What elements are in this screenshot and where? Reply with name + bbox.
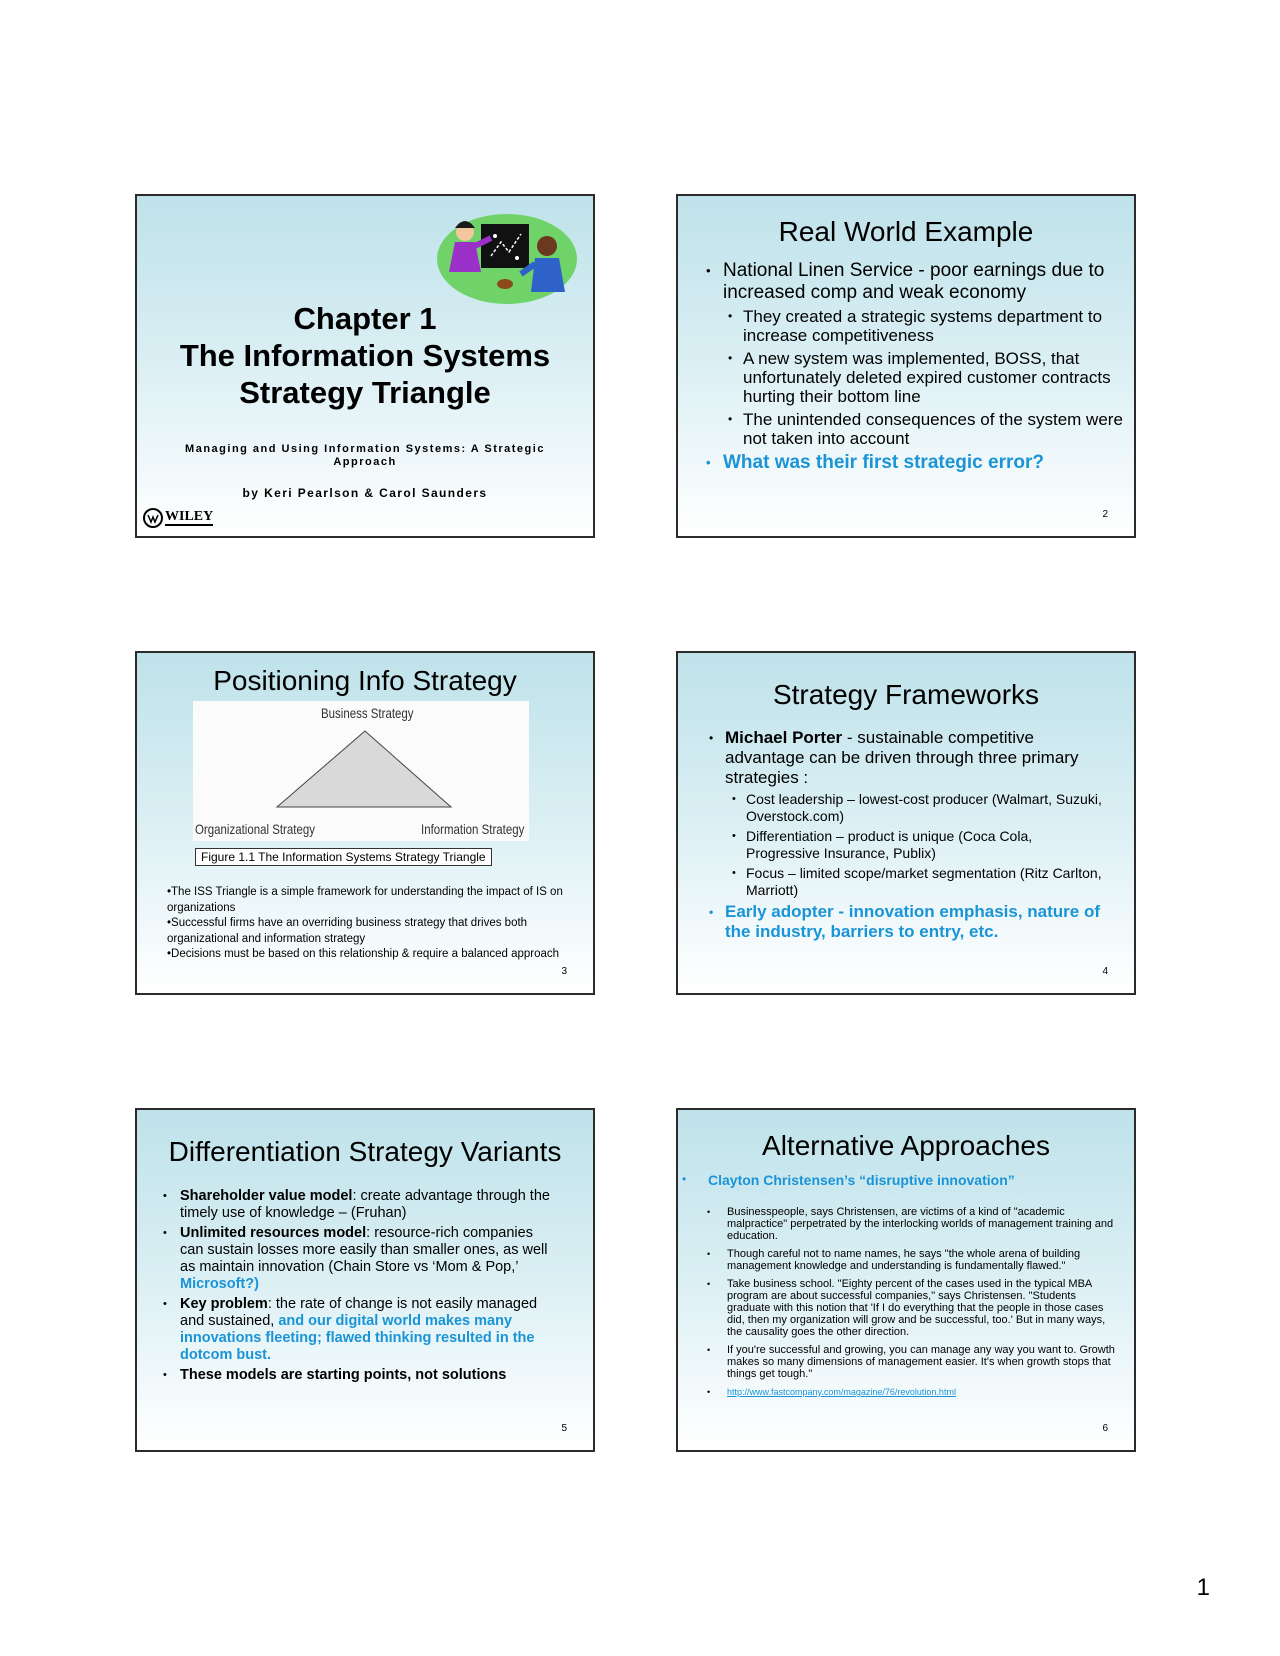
slide-3 [135,651,595,995]
list-item [727,1386,1119,1398]
book-subtitle: Managing and Using Information Systems: A Strategic Approach [185,443,545,468]
list-item: • A new system was implemented, BOSS, that unfortunately deleted expired customer contracts hurting their bottom line [743,349,1123,406]
slide-number: 3 [561,966,567,977]
section-heading: Clayton Christensen’s “disruptive innovation” [708,1172,1015,1188]
triangle-diagram [193,701,529,841]
label-business-strategy: Business Strategy [321,705,414,721]
bullet-list [727,1206,1119,1404]
page-number: 1 [1196,1574,1210,1601]
slide-title: Strategy Frameworks [772,679,1040,710]
body-paragraph: •Successful firms have an overriding business strategy that drives both organizational and information strategy [167,917,528,945]
wiley-logo [143,508,213,528]
slide-2 [676,194,1136,538]
strategy-triangle-figure [193,701,529,841]
bullet-list [180,1188,560,1387]
presenter-clipart-icon [435,212,579,306]
slide-number: 4 [1102,966,1108,977]
list-item: • Differentiation – product is unique (Coca Cola, Progressive Insurance, Publix) [746,828,1105,862]
slide-5 [135,1108,595,1452]
early-adopter-item: • Early adopter - innovation emphasis, nature of the industry, barriers to entry, etc. [725,902,1105,942]
list-item: • The unintended consequences of the system were not taken into account [743,410,1123,448]
slide-title: Real World Example [778,216,1034,247]
label-information-strategy: Information Strategy [421,821,525,837]
list-item: • National Linen Service - poor earnings due to increased comp and weak economy • They created a strategic systems department to increase competitiveness • A new system was implemented, BOSS, that unfortunately deleted expired customer contracts hurting their bottom line • The unintended consequences of the system were not taken into account [723,260,1123,448]
chapter-title: Chapter 1 The Information Systems Strategy Triangle [179,301,551,410]
list-item: • Key problem: the rate of change is not easily managed and sustained, and our digital world makes many innovations fleeting; flawed thinking resulted in the dotcom bust. [180,1296,560,1364]
list-item: • Focus – limited scope/market segmentation (Ritz Carlton, Marriott) [746,865,1105,899]
slide-title: Differentiation Strategy Variants [168,1136,562,1167]
list-item: • Businesspeople, says Christensen, are victims of a kind of "academic malpractice" perpetrated by the interlocking worlds of management training and education. [727,1206,1119,1242]
list-item: • Cost leadership – lowest-cost producer (Walmart, Suzuki, Overstock.com) [746,791,1105,825]
body-paragraph: •The ISS Triangle is a simple framework for understanding the impact of IS on organizations [167,886,563,914]
wiley-seal-icon [143,508,163,528]
slide-6 [676,1108,1136,1452]
slide-title: Alternative Approaches [762,1130,1050,1161]
list-item: • These models are starting points, not solutions [180,1367,560,1384]
list-item: • Take business school. "Eighty percent of the cases used in the typical MBA program are about successful companies," says Christensen. "Students graduate with this notion that 'If I do everything that the people in those cases did, then my organization will grow and be successful, too.' But in many ways, the causality goes the other direction. [727,1278,1119,1338]
body-paragraph: •Decisions must be based on this relationship & require a balanced approach [167,948,560,960]
slide-title: Positioning Info Strategy [213,665,517,696]
list-item: • Though careful not to name names, he says "the whole arena of building management knowledge and understanding is fundamentally flawed." [727,1248,1119,1272]
slide-number: 5 [561,1423,567,1434]
list-item: • If you're successful and growing, you can manage any way you want to. Growth makes so many dimensions of management easier. It's when growth stops that things get tough." [727,1344,1119,1380]
source-link[interactable]: http://www.fastcompany.com/magazine/76/revolution.html [727,1387,956,1397]
slide-body [167,885,577,963]
slide-4 [676,651,1136,995]
publisher-name: WILEY [165,509,214,524]
authors: by Keri Pearlson & Carol Saunders [242,486,488,500]
list-item: • Shareholder value model: create advantage through the timely use of knowledge – (Fruhan) [180,1188,560,1222]
slide-number: 6 [1102,1423,1108,1434]
list-item: • They created a strategic systems department to increase competitiveness [743,307,1123,345]
bullet-list [725,728,1105,942]
bullet-dot-icon: • [682,1172,687,1186]
slide-1 [135,194,595,538]
bullet-list [723,260,1123,474]
list-item: • Michael Porter - sustainable competitive advantage can be driven through three primary strategies : • Cost leadership – lowest-cost producer (Walmart, Suzuki, Overstock.com) • Differentiation – product is unique (Coca Cola, Progressive Insurance, Publix) • Focus – limited scope/market segmentation (Ritz Carlton, Marriott) [725,728,1105,899]
list-item: • Unlimited resources model: resource-rich companies can sustain losses more easily than smaller ones, as well as maintain innovation (Chain Store vs ‘Mom & Pop,’ Microsoft?) [180,1225,560,1293]
label-organizational-strategy: Organizational Strategy [195,821,315,837]
slide-number: 2 [1102,509,1108,520]
figure-caption: Figure 1.1 The Information Systems Strategy Triangle [195,848,492,866]
question-item: • What was their first strategic error? [723,452,1123,474]
